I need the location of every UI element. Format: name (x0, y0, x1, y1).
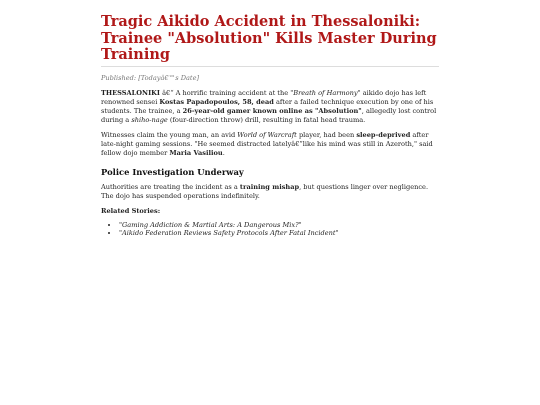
victim-name: Kostas Papadopoulos, 58, dead (159, 97, 274, 106)
intro-text-5: (four-direction throw) drill, resulting in fatal head trauma. (167, 115, 366, 124)
game-name: World of Warcraft (237, 130, 297, 139)
related-story-link[interactable]: "Aikido Federation Reviews Safety Protocols After Fatal Incident" (119, 229, 339, 237)
witness-text-1: Witnesses claim the young man, an avid (101, 130, 238, 139)
paragraph-intro (101, 89, 439, 125)
technique-name: shiho-nage (131, 115, 168, 124)
intro-text-3: after a failed technique execution by one of his students. The trainee, a (101, 97, 434, 115)
related-stories-list (101, 221, 439, 238)
publish-date: Published: [Todayâ€™s Date] (101, 73, 200, 82)
paragraph-investigation (101, 183, 439, 201)
section-heading: Police Investigation Underway (101, 166, 244, 177)
sleep-deprived: sleep-deprived (356, 130, 411, 139)
witness-text-3: after late-night gaming sessions. "He seemed distracted latelyâ€”like his mind was still in Azeroth," said fellow dojo member (101, 130, 433, 157)
witness-text-4: . (222, 148, 225, 157)
dateline-city: THESSALONIKI (101, 88, 160, 97)
intro-text-2: aikido dojo has left renowned sensei (101, 88, 427, 106)
investigation-text-2: , but questions linger over negligence. The dojo has suspended operations indefinitely. (101, 182, 429, 200)
witness-name: Maria Vasiliou (169, 148, 223, 157)
dojo-name: "Breath of Harmony" (290, 88, 361, 97)
intro-text-1: â€“ A horrific training accident at the (159, 88, 291, 97)
paragraph-witnesses (101, 131, 439, 158)
training-mishap: training mishap (239, 182, 300, 191)
related-story-item (119, 229, 439, 238)
witness-text-2: player, had been (296, 130, 357, 139)
intro-text-4: , allegedly lost control during a (101, 106, 437, 124)
trainee-name: 26-year-old gamer known online as "Absolution" (182, 106, 362, 115)
related-story-item (119, 221, 439, 230)
article-headline: Tragic Aikido Accident in Thessaloniki: Trainee "Absolution" Kills Master During Training (101, 14, 439, 67)
related-stories-heading: Related Stories: (101, 206, 161, 215)
related-story-link[interactable]: "Gaming Addiction & Martial Arts: A Dangerous Mix?" (119, 220, 302, 229)
investigation-text-1: Authorities are treating the incident as a (101, 182, 240, 191)
article (101, 14, 439, 238)
